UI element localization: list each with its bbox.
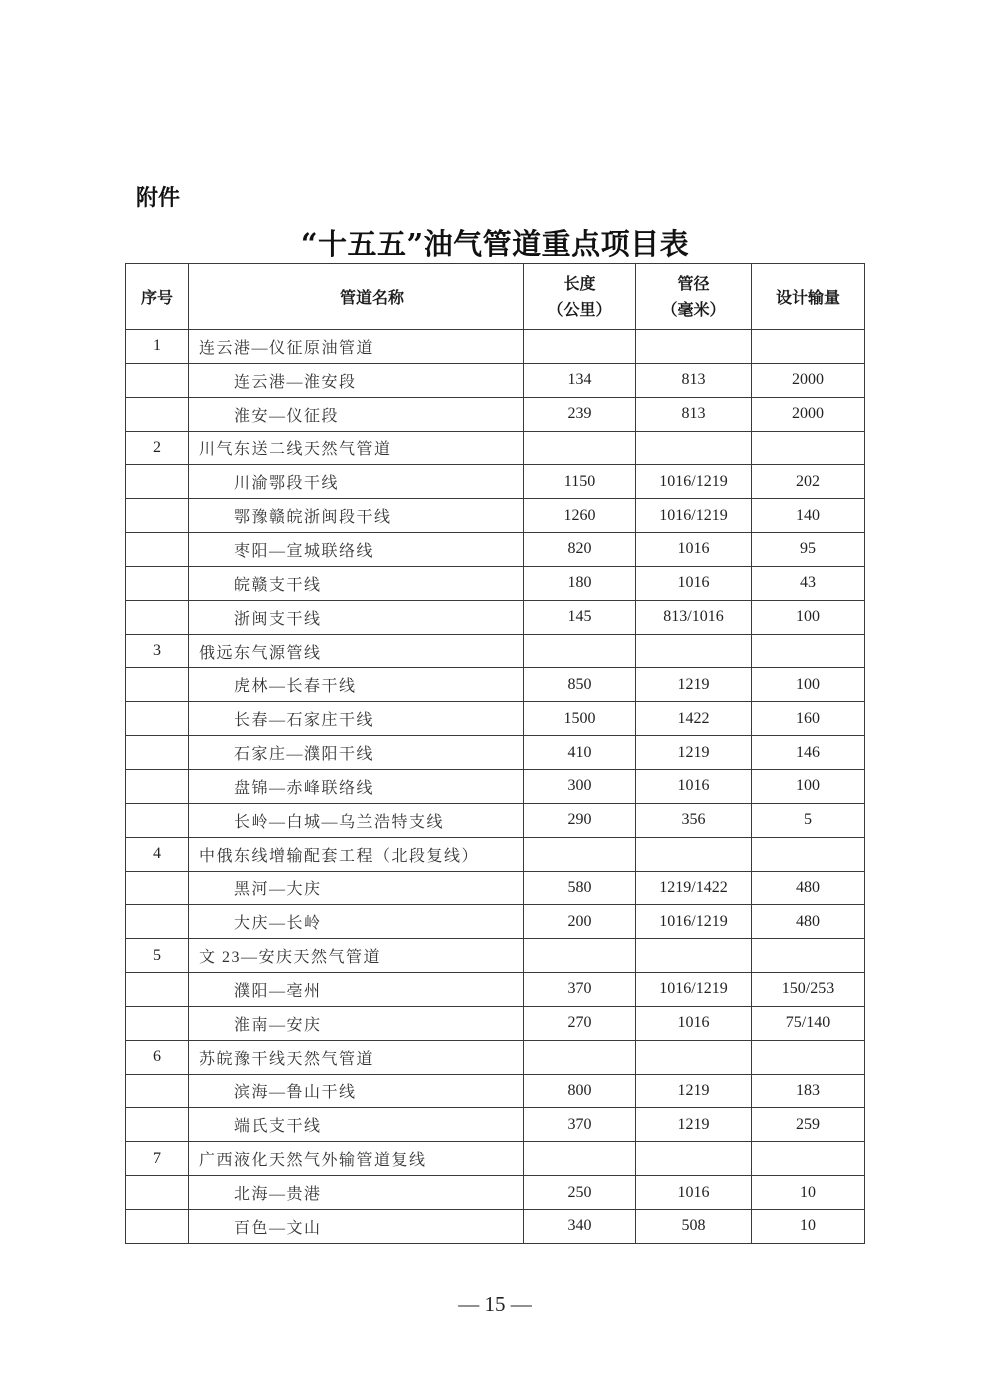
pipeline-name-cell: 滨海—鲁山干线 [189, 1074, 524, 1108]
length-cell: 1260 [524, 499, 636, 533]
length-cell [524, 330, 636, 364]
length-cell: 180 [524, 566, 636, 600]
capacity-cell: 100 [752, 600, 865, 634]
capacity-cell [752, 837, 865, 871]
capacity-cell: 5 [752, 803, 865, 837]
capacity-cell [752, 431, 865, 465]
segment-row [126, 702, 865, 736]
capacity-cell: 146 [752, 736, 865, 770]
header-index: 序号 [126, 264, 189, 330]
capacity-cell: 2000 [752, 397, 865, 431]
length-cell: 850 [524, 668, 636, 702]
pipeline-name-cell: 端氏支干线 [189, 1108, 524, 1142]
index-cell [126, 871, 189, 905]
diameter-cell: 1016 [636, 1006, 752, 1040]
diameter-cell: 1219/1422 [636, 871, 752, 905]
length-cell [524, 1040, 636, 1074]
pipeline-name-cell: 盘锦—赤峰联络线 [189, 769, 524, 803]
segment-row [126, 566, 865, 600]
length-cell [524, 837, 636, 871]
segment-row [126, 668, 865, 702]
segment-row [126, 973, 865, 1007]
pipeline-name-cell: 俄远东气源管线 [189, 634, 524, 668]
group-row [126, 634, 865, 668]
pipeline-name-cell: 濮阳—亳州 [189, 973, 524, 1007]
index-cell [126, 668, 189, 702]
header-row [126, 264, 865, 330]
index-cell [126, 973, 189, 1007]
index-cell [126, 1108, 189, 1142]
length-cell: 134 [524, 363, 636, 397]
pipeline-name-cell: 虎林—长春干线 [189, 668, 524, 702]
length-cell: 370 [524, 973, 636, 1007]
header-diameter [636, 264, 752, 330]
diameter-cell: 813 [636, 397, 752, 431]
length-cell [524, 634, 636, 668]
group-row [126, 1142, 865, 1176]
diameter-cell: 1422 [636, 702, 752, 736]
segment-row [126, 1074, 865, 1108]
pipeline-name-cell: 皖赣支干线 [189, 566, 524, 600]
pipeline-name-cell: 淮安—仪征段 [189, 397, 524, 431]
capacity-cell: 140 [752, 499, 865, 533]
diameter-cell: 1219 [636, 1108, 752, 1142]
diameter-cell: 1016/1219 [636, 465, 752, 499]
index-cell: 3 [126, 634, 189, 668]
length-cell: 145 [524, 600, 636, 634]
header-length [524, 264, 636, 330]
capacity-cell: 10 [752, 1209, 865, 1243]
diameter-cell [636, 837, 752, 871]
index-cell [126, 736, 189, 770]
index-cell [126, 769, 189, 803]
pipeline-name-cell: 文 23—安庆天然气管道 [189, 939, 524, 973]
segment-row [126, 736, 865, 770]
header-capacity: 设计输量 [752, 264, 865, 330]
index-cell [126, 1176, 189, 1210]
pipeline-name-cell: 淮南—安庆 [189, 1006, 524, 1040]
index-cell [126, 1006, 189, 1040]
length-cell: 270 [524, 1006, 636, 1040]
capacity-cell: 480 [752, 871, 865, 905]
index-cell [126, 803, 189, 837]
capacity-cell: 43 [752, 566, 865, 600]
pipeline-name-cell: 川渝鄂段干线 [189, 465, 524, 499]
diameter-cell [636, 1142, 752, 1176]
index-cell: 2 [126, 431, 189, 465]
pipeline-name-cell: 苏皖豫干线天然气管道 [189, 1040, 524, 1074]
segment-row [126, 1209, 865, 1243]
pipeline-name-cell: 鄂豫赣皖浙闽段干线 [189, 499, 524, 533]
segment-row [126, 533, 865, 567]
diameter-cell [636, 431, 752, 465]
diameter-cell: 508 [636, 1209, 752, 1243]
diameter-cell: 1016 [636, 1176, 752, 1210]
diameter-cell: 1016/1219 [636, 905, 752, 939]
header-pipeline-name: 管道名称 [189, 264, 524, 330]
capacity-cell: 259 [752, 1108, 865, 1142]
length-cell: 800 [524, 1074, 636, 1108]
length-cell: 200 [524, 905, 636, 939]
pipeline-name-cell: 长春—石家庄干线 [189, 702, 524, 736]
pipeline-name-cell: 浙闽支干线 [189, 600, 524, 634]
segment-row [126, 397, 865, 431]
pipeline-name-cell: 连云港—淮安段 [189, 363, 524, 397]
length-cell: 370 [524, 1108, 636, 1142]
pipeline-name-cell: 北海—贵港 [189, 1176, 524, 1210]
index-cell [126, 905, 189, 939]
diameter-cell: 1016 [636, 769, 752, 803]
diameter-cell: 356 [636, 803, 752, 837]
diameter-cell [636, 1040, 752, 1074]
group-row [126, 330, 865, 364]
diameter-cell [636, 634, 752, 668]
segment-row [126, 1108, 865, 1142]
pipeline-name-cell: 长岭—白城—乌兰浩特支线 [189, 803, 524, 837]
index-cell [126, 499, 189, 533]
capacity-cell: 100 [752, 769, 865, 803]
length-cell: 290 [524, 803, 636, 837]
length-cell: 300 [524, 769, 636, 803]
diameter-cell: 1219 [636, 736, 752, 770]
segment-row [126, 905, 865, 939]
group-row [126, 431, 865, 465]
length-cell: 340 [524, 1209, 636, 1243]
segment-row [126, 465, 865, 499]
pipeline-name-cell: 黑河—大庆 [189, 871, 524, 905]
pipeline-projects-table [125, 263, 865, 1244]
length-cell: 1150 [524, 465, 636, 499]
index-cell [126, 566, 189, 600]
capacity-cell: 75/140 [752, 1006, 865, 1040]
group-row [126, 1040, 865, 1074]
index-cell [126, 533, 189, 567]
index-cell: 5 [126, 939, 189, 973]
index-cell: 6 [126, 1040, 189, 1074]
length-cell: 580 [524, 871, 636, 905]
length-cell [524, 939, 636, 973]
index-cell [126, 363, 189, 397]
index-cell [126, 1209, 189, 1243]
diameter-cell: 1016/1219 [636, 499, 752, 533]
pipeline-name-cell: 中俄东线增输配套工程（北段复线） [189, 837, 524, 871]
pipeline-name-cell: 大庆—长岭 [189, 905, 524, 939]
capacity-cell [752, 634, 865, 668]
diameter-cell: 1016 [636, 566, 752, 600]
page-title: “十五五”油气管道重点项目表 [300, 227, 690, 261]
header-length-label: 长度 [563, 273, 596, 293]
index-cell [126, 1074, 189, 1108]
length-cell: 239 [524, 397, 636, 431]
pipeline-name-cell: 连云港—仪征原油管道 [189, 330, 524, 364]
diameter-cell: 1016 [636, 533, 752, 567]
segment-row [126, 363, 865, 397]
diameter-cell: 813 [636, 363, 752, 397]
capacity-cell: 160 [752, 702, 865, 736]
diameter-cell: 1016/1219 [636, 973, 752, 1007]
segment-row [126, 1006, 865, 1040]
length-cell: 820 [524, 533, 636, 567]
index-cell: 4 [126, 837, 189, 871]
capacity-cell: 100 [752, 668, 865, 702]
pipeline-name-cell: 枣阳—宣城联络线 [189, 533, 524, 567]
capacity-cell: 95 [752, 533, 865, 567]
pipeline-name-cell: 百色—文山 [189, 1209, 524, 1243]
group-row [126, 837, 865, 871]
diameter-cell: 813/1016 [636, 600, 752, 634]
segment-row [126, 499, 865, 533]
segment-row [126, 600, 865, 634]
header-diameter-label: 管径 [677, 273, 710, 293]
length-cell: 410 [524, 736, 636, 770]
capacity-cell [752, 1142, 865, 1176]
page-number: — 15 — [458, 1292, 532, 1316]
segment-row [126, 871, 865, 905]
diameter-cell [636, 939, 752, 973]
capacity-cell: 150/253 [752, 973, 865, 1007]
index-cell: 1 [126, 330, 189, 364]
header-length-unit: （公里） [547, 299, 612, 319]
pipeline-name-cell: 川气东送二线天然气管道 [189, 431, 524, 465]
length-cell: 1500 [524, 702, 636, 736]
index-cell: 7 [126, 1142, 189, 1176]
segment-row [126, 769, 865, 803]
index-cell [126, 702, 189, 736]
table-header [126, 264, 865, 330]
pipeline-name-cell: 石家庄—濮阳干线 [189, 736, 524, 770]
index-cell [126, 397, 189, 431]
length-cell [524, 1142, 636, 1176]
header-diameter-unit: （毫米） [661, 299, 726, 319]
pipeline-name-cell: 广西液化天然气外输管道复线 [189, 1142, 524, 1176]
capacity-cell [752, 330, 865, 364]
diameter-cell [636, 330, 752, 364]
attachment-label: 附件 [136, 186, 181, 211]
capacity-cell: 2000 [752, 363, 865, 397]
index-cell [126, 465, 189, 499]
index-cell [126, 600, 189, 634]
capacity-cell: 10 [752, 1176, 865, 1210]
capacity-cell: 183 [752, 1074, 865, 1108]
segment-row [126, 1176, 865, 1210]
segment-row [126, 803, 865, 837]
length-cell: 250 [524, 1176, 636, 1210]
length-cell [524, 431, 636, 465]
diameter-cell: 1219 [636, 668, 752, 702]
table-body [126, 330, 865, 1244]
capacity-cell [752, 939, 865, 973]
capacity-cell: 480 [752, 905, 865, 939]
diameter-cell: 1219 [636, 1074, 752, 1108]
group-row [126, 939, 865, 973]
capacity-cell [752, 1040, 865, 1074]
capacity-cell: 202 [752, 465, 865, 499]
